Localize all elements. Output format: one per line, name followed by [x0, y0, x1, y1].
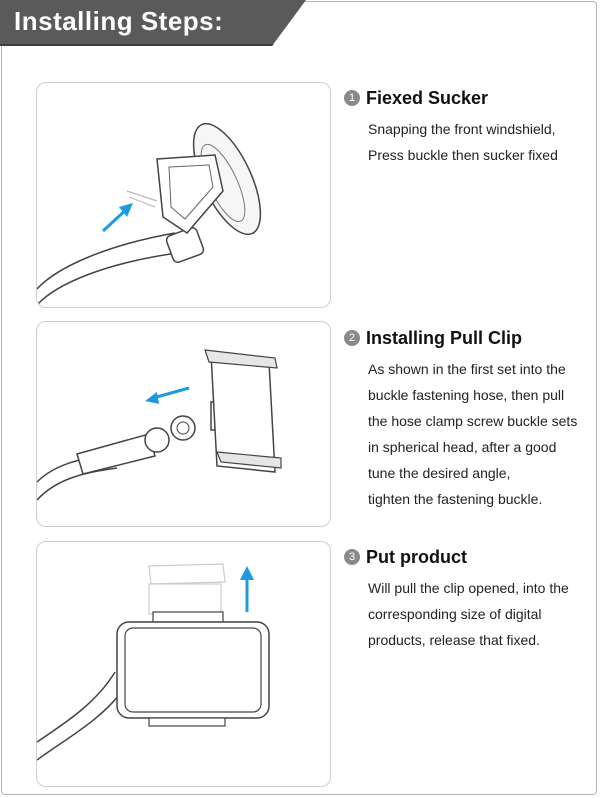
put-product-drawing [37, 542, 331, 787]
step-text-line: Snapping the front windshield, [368, 121, 556, 137]
step-text-line: in spherical head, after a good [368, 439, 557, 455]
step-1-illustration [36, 82, 331, 308]
arrow-icon [153, 388, 189, 398]
step-number-badge: 1 [344, 90, 360, 106]
step-text-line: corresponding size of digital [368, 606, 542, 622]
step-title: Put product [366, 546, 467, 567]
step-2 [344, 326, 596, 512]
step-2-illustration [36, 321, 331, 527]
step-3-illustration [36, 541, 331, 787]
step-1 [344, 86, 596, 168]
step-title: Installing Pull Clip [366, 327, 523, 348]
suction-cup-drawing [37, 83, 331, 308]
step-text-line: Press buckle then sucker fixed [368, 147, 558, 163]
step-text-line: Will pull the clip opened, into the [368, 580, 569, 596]
page-title: Installing Steps: [14, 6, 224, 36]
step-text-line: As shown in the first set into the [368, 361, 566, 377]
step-number-badge: 2 [344, 330, 360, 346]
step-text-line: products, release that fixed. [368, 632, 540, 648]
header-tab [0, 0, 306, 46]
step-number-badge: 3 [344, 549, 360, 565]
step-text-line: tune the desired angle, [368, 465, 511, 481]
step-title: Fiexed Sucker [366, 87, 489, 108]
pull-clip-drawing [37, 322, 331, 527]
step-text-line: tighten the fastening buckle. [368, 491, 543, 507]
step-text-line: the hose clamp screw buckle sets [368, 413, 578, 429]
step-3 [344, 545, 596, 653]
step-text-line: buckle fastening hose, then pull [368, 387, 565, 403]
